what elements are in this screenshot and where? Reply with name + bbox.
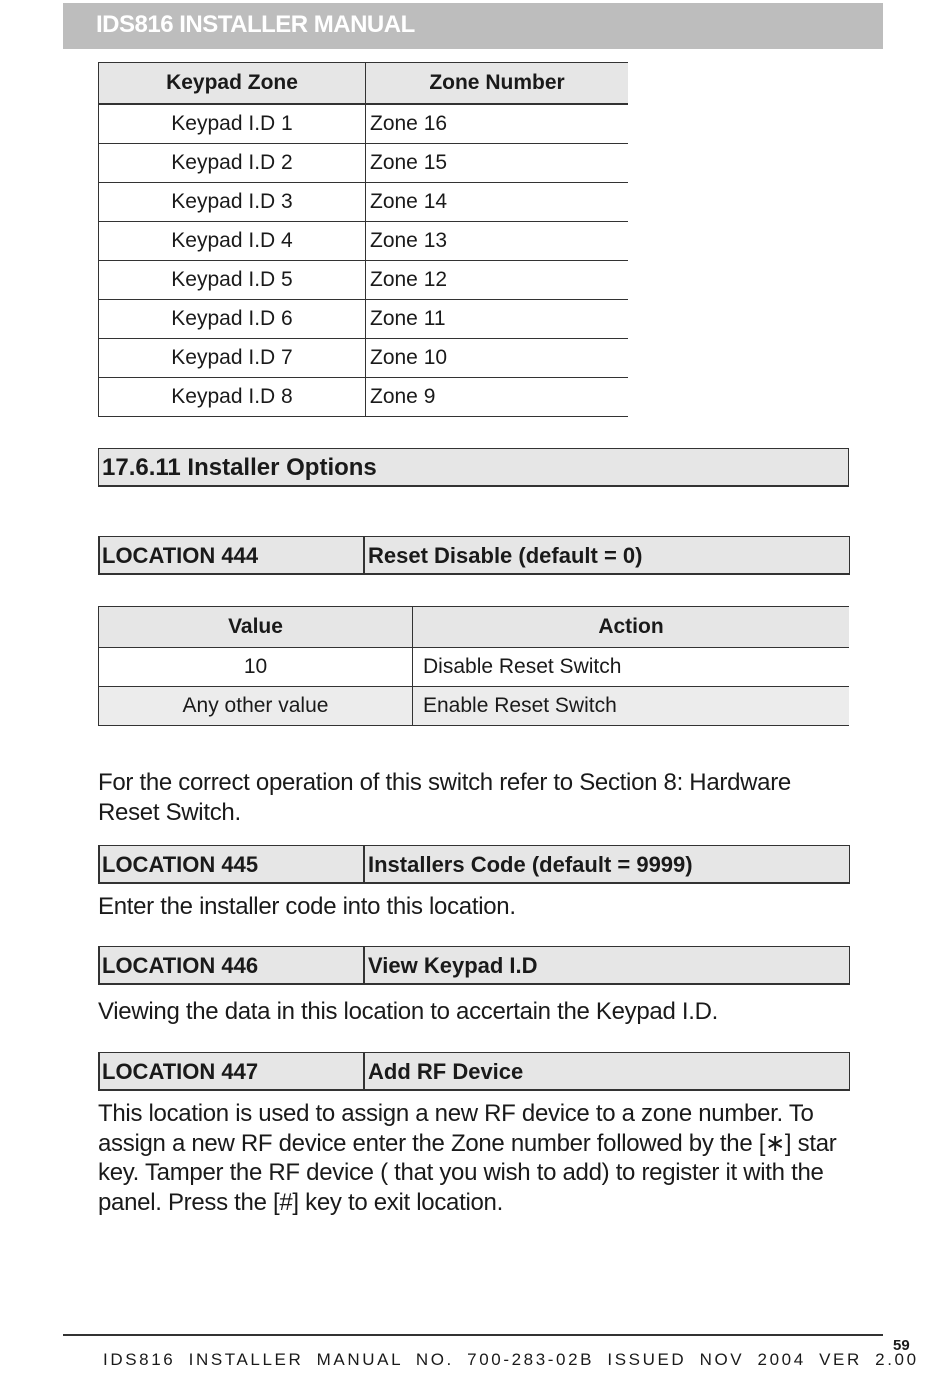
- zone-number-cell: Zone 14: [366, 183, 629, 222]
- action-cell: Disable Reset Switch: [413, 648, 850, 687]
- column-header: Value: [99, 607, 413, 648]
- location-445-box: [98, 845, 850, 884]
- table-row: [99, 104, 629, 144]
- location-title: Installers Code (default = 9999): [368, 852, 693, 877]
- zone-number-cell: Zone 16: [366, 104, 629, 144]
- keypad-id-cell: Keypad I.D 8: [99, 378, 366, 417]
- column-header: Zone Number: [366, 63, 629, 105]
- action-cell: Enable Reset Switch: [413, 687, 850, 726]
- location-title: Reset Disable (default = 0): [368, 543, 643, 568]
- section-title: 17.6.11 Installer Options: [102, 454, 377, 481]
- location-446-box: [98, 946, 850, 985]
- table-header-row: [99, 607, 850, 648]
- table-row: [99, 339, 629, 378]
- zone-number-cell: Zone 12: [366, 261, 629, 300]
- location-447-box: [98, 1052, 850, 1091]
- zone-number-cell: Zone 11: [366, 300, 629, 339]
- rf-device-paragraph: This location is used to assign a new RF device to a zone number. To assign a new RF device enter the Zone number followed by the [∗] star key. Tamper the RF device ( that you wish to add) to register it with the panel. Press the [#] key to exit location.: [98, 1100, 837, 1216]
- divider: [363, 947, 365, 983]
- installer-code-paragraph: Enter the installer code into this location.: [98, 893, 516, 920]
- location-title: View Keypad I.D: [368, 953, 538, 978]
- table-row: [99, 687, 850, 726]
- location-label: LOCATION 447: [102, 1059, 259, 1084]
- keypad-id-cell: Keypad I.D 7: [99, 339, 366, 378]
- keypad-id-cell: Keypad I.D 3: [99, 183, 366, 222]
- footer-rule: [63, 1334, 883, 1336]
- section-heading: [98, 448, 849, 487]
- page-number: 59: [893, 1337, 910, 1354]
- table-row: [99, 144, 629, 183]
- location-label: LOCATION 444: [102, 543, 259, 568]
- zone-number-cell: Zone 9: [366, 378, 629, 417]
- divider: [363, 846, 365, 882]
- table-row: [99, 222, 629, 261]
- keypad-id-cell: Keypad I.D 5: [99, 261, 366, 300]
- column-header: Keypad Zone: [99, 63, 366, 105]
- location-label: LOCATION 445: [102, 852, 259, 877]
- zone-number-cell: Zone 15: [366, 144, 629, 183]
- table-row: [99, 261, 629, 300]
- location-label: LOCATION 446: [102, 953, 259, 978]
- location-title: Add RF Device: [368, 1059, 524, 1084]
- keypad-id-cell: Keypad I.D 1: [99, 104, 366, 144]
- keypad-id-paragraph: Viewing the data in this location to accertain the Keypad I.D.: [98, 998, 719, 1025]
- table-row: [99, 300, 629, 339]
- location-444-box: [98, 536, 850, 575]
- table-row: [99, 648, 850, 687]
- column-header: Action: [413, 607, 850, 648]
- value-cell: Any other value: [99, 687, 413, 726]
- table-row: [99, 378, 629, 417]
- header-title: IDS816 INSTALLER MANUAL: [96, 11, 415, 38]
- footer-text: IDS816 INSTALLER MANUAL NO. 700-283-02B ISSUED NOV 2004 VER 2.00: [103, 1350, 919, 1369]
- page-header: [63, 3, 883, 49]
- keypad-id-cell: Keypad I.D 4: [99, 222, 366, 261]
- reset-switch-paragraph: For the correct operation of this switch refer to Section 8: Hardware Reset Switch.: [98, 769, 791, 826]
- value-action-table: [98, 606, 849, 726]
- zone-number-cell: Zone 10: [366, 339, 629, 378]
- keypad-zone-table: [98, 62, 628, 417]
- divider: [363, 537, 365, 573]
- table-header-row: [99, 63, 629, 105]
- keypad-id-cell: Keypad I.D 6: [99, 300, 366, 339]
- value-cell: 10: [99, 648, 413, 687]
- zone-number-cell: Zone 13: [366, 222, 629, 261]
- divider: [363, 1053, 365, 1089]
- table-row: [99, 183, 629, 222]
- keypad-id-cell: Keypad I.D 2: [99, 144, 366, 183]
